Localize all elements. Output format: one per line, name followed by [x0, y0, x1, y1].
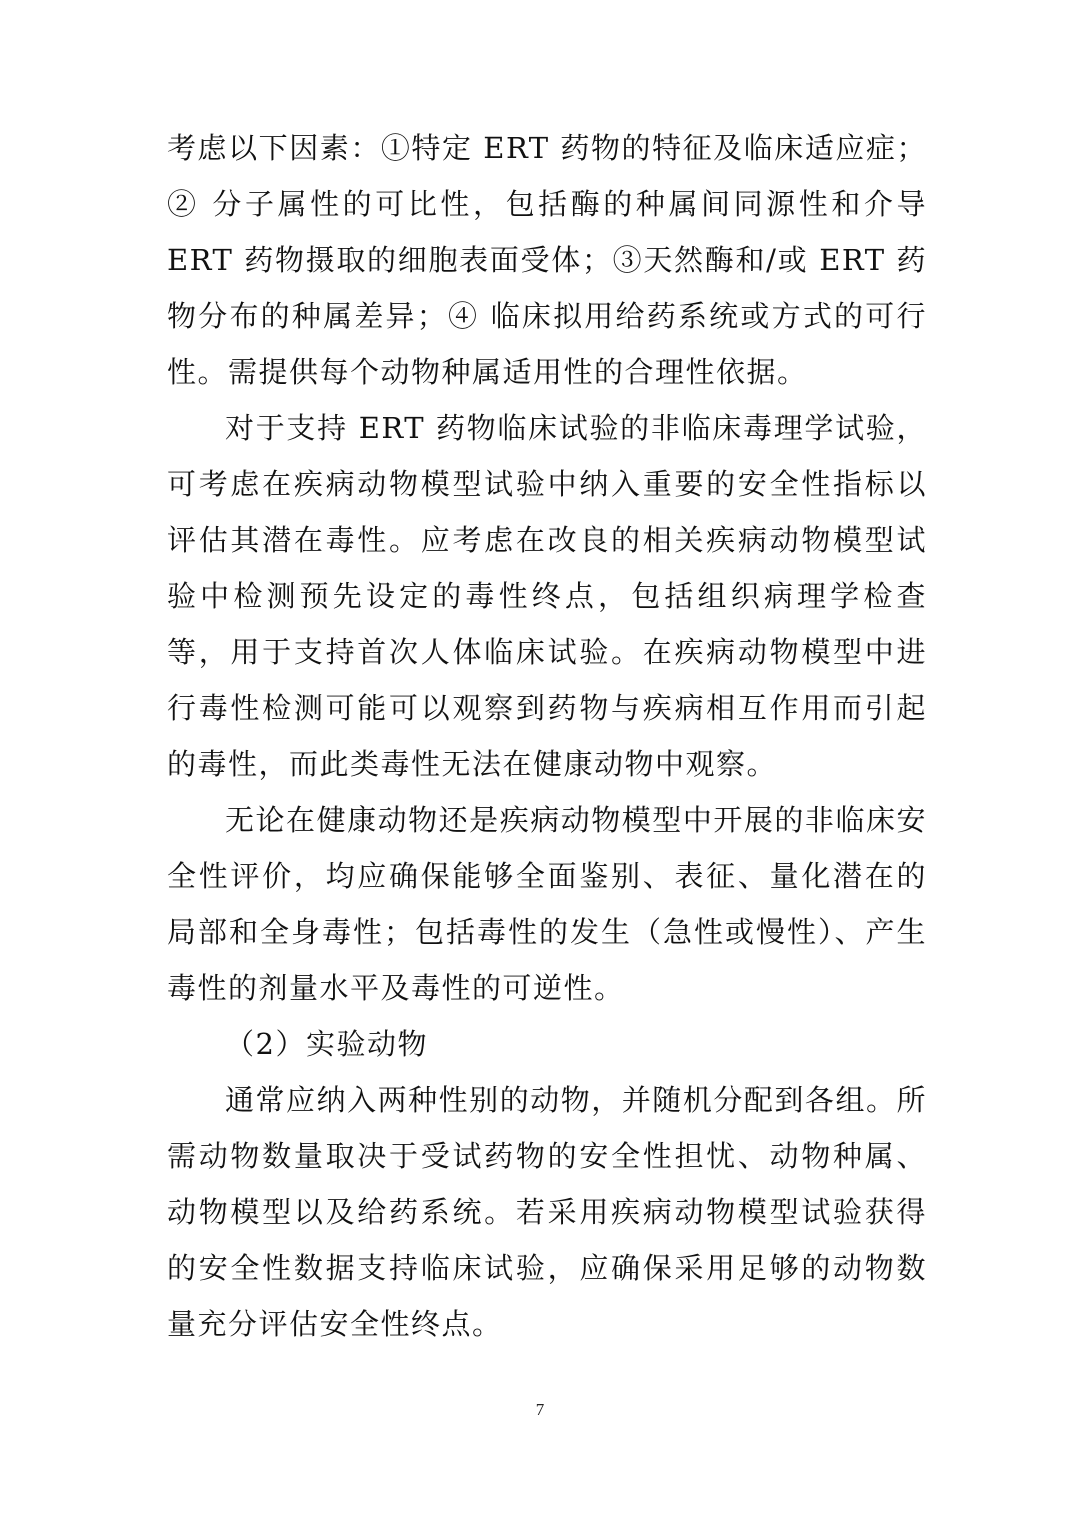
- body-text: [167, 120, 927, 1352]
- paragraph-experimental-animals: 通常应纳入两种性别的动物，并随机分配到各组。所需动物数量取决于受试药物的安全性担忧、动物种属、动物模型以及给药系统。若采用疾病动物模型试验获得的安全性数据支持临床试验，应确保采用足够的动物数量充分评估安全性终点。: [167, 1083, 927, 1341]
- paragraph-safety-evaluation: 无论在健康动物还是疾病动物模型中开展的非临床安全性评价，均应确保能够全面鉴别、表征、量化潜在的局部和全身毒性；包括毒性的发生（急性或慢性）、产生毒性的剂量水平及毒性的可逆性。: [167, 803, 927, 1005]
- paragraph-toxicology-studies: 对于支持 ERT 药物临床试验的非临床毒理学试验，可考虑在疾病动物模型试验中纳入重要的安全性指标以评估其潜在毒性。应考虑在改良的相关疾病动物模型试验中检测预先设定的毒性终点，包括组织病理学检查等，用于支持首次人体临床试验。在疾病动物模型中进行毒性检测可能可以观察到药物与疾病相互作用而引起的毒性，而此类毒性无法在健康动物中观察。: [167, 411, 927, 781]
- section-heading: （2）实验动物: [225, 1027, 428, 1061]
- page-number: 7: [535, 1400, 545, 1419]
- paragraph-continued: 考虑以下因素：①特定 ERT 药物的特征及临床适应症；② 分子属性的可比性，包括酶的种属间同源性和介导 ERT 药物摄取的细胞表面受体；③天然酶和/或 ERT 药物分布的种属差异；④ 临床拟用给药系统或方式的可行性。需提供每个动物种属适用性的合理性依据。: [167, 131, 927, 389]
